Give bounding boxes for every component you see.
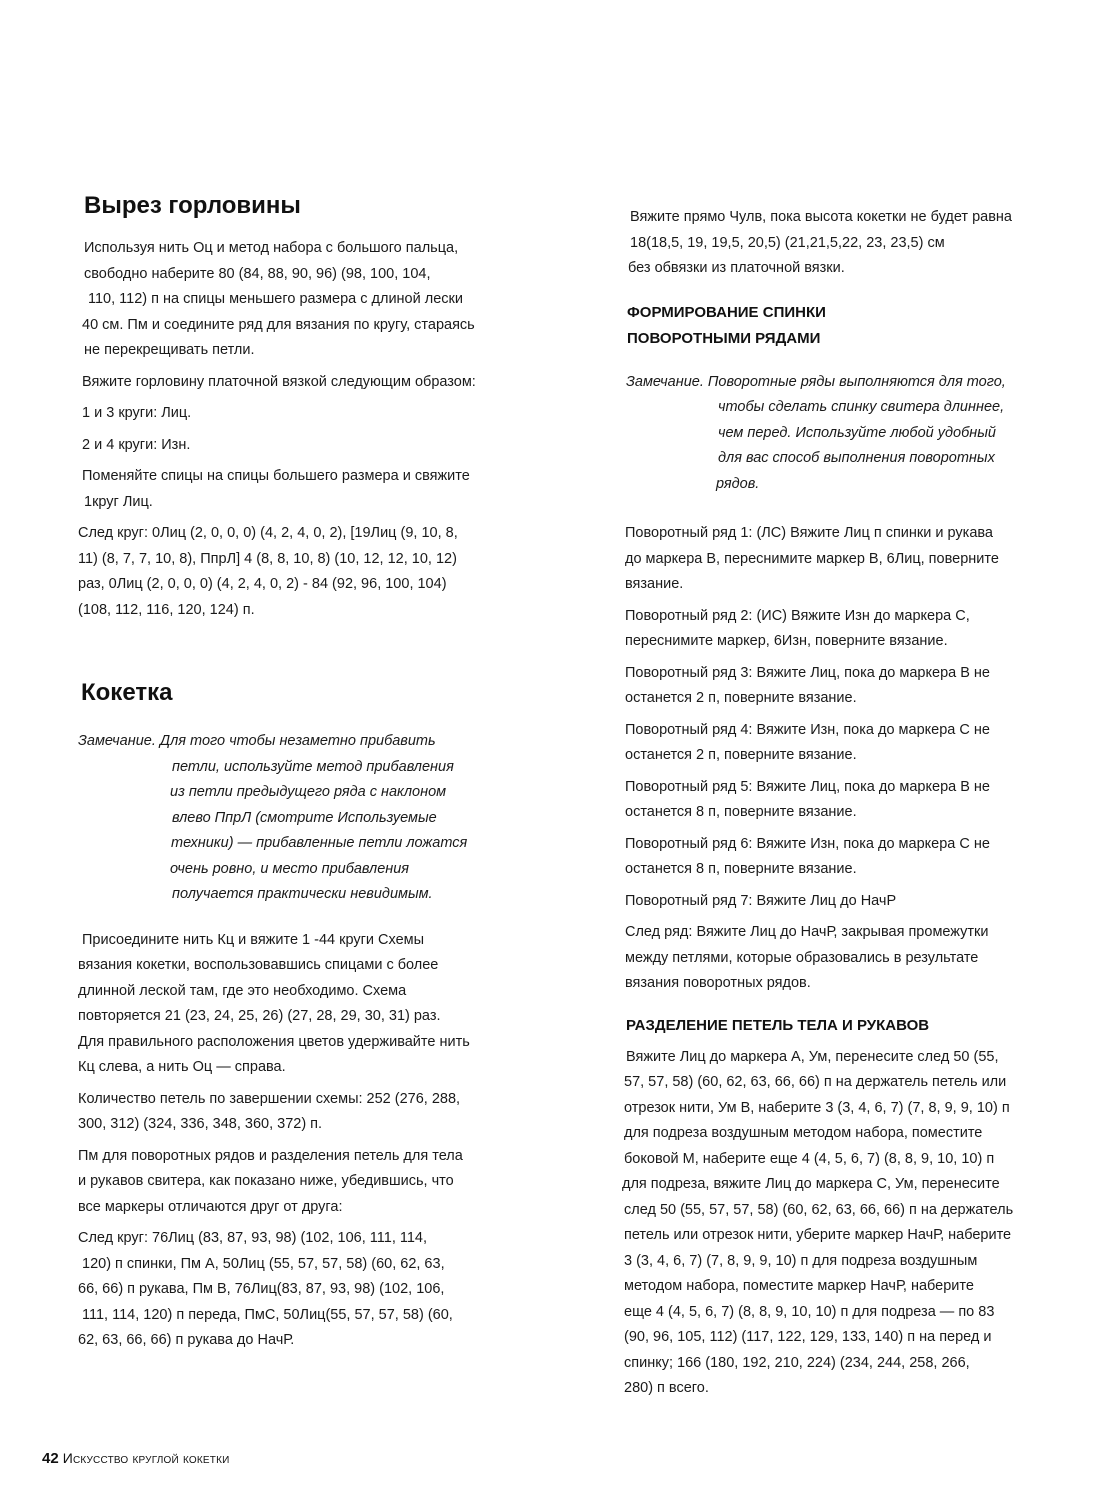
- paragraph: 2 и 4 круги: Изн.: [82, 436, 191, 453]
- paragraph: Пм для поворотных рядов и разделения петель для тела и рукавов свитера, как показано ниже, убедившись, что все маркеры отличаются друг от друга:: [78, 1147, 463, 1215]
- section-heading-neckline: Вырез горловины: [84, 192, 301, 219]
- page-number: 42: [42, 1450, 59, 1467]
- paragraph: Поворотный ряд 1: (ЛС) Вяжите Лиц п спинки и рукава до маркера В, переснимите маркер В, 6Лиц, поверните вязание.: [625, 525, 999, 592]
- paragraph: Используя нить Оц и метод набора с большого пальца, свободно наберите 80 (84, 88, 90, 96) (98, 100, 104, 110, 112) п на спицы меньшего размера с длиной лески 40 см. Пм и соедините ряд для вязания по кругу, стараясь не перекрещивать петли.: [82, 240, 475, 358]
- subheading-separating-stitches: РАЗДЕЛЕНИЕ ПЕТЕЛЬ ТЕЛА И РУКАВОВ: [626, 1016, 930, 1034]
- paragraph: Поменяйте спицы на спицы большего размера и свяжите 1круг Лиц.: [82, 468, 470, 510]
- note-block: Замечание. Для того чтобы незаметно прибавить петли, используйте метод прибавления из петли предыдущего ряда с наклоном влево ПпрЛ (смотрите Используемые техники) — прибавленные петли ложатся очень ровно, и место прибавления получается практически невидимым.: [78, 733, 468, 902]
- book-title: Искусство круглой кокетки: [62, 1450, 230, 1466]
- subheading-back-shaping: ФОРМИРОВАНИЕ СПИНКИ ПОВОРОТНЫМИ РЯДАМИ: [627, 303, 826, 347]
- paragraph: 1 и 3 круги: Лиц.: [82, 405, 192, 421]
- paragraph: Поворотный ряд 7: Вяжите Лиц до НачР: [625, 892, 897, 909]
- paragraph: Вяжите Лиц до маркера А, Ум, перенесите след 50 (55, 57, 57, 58) (60, 62, 63, 66, 66) п на держатель петель или отрезок нити, Ум В, наберите 3 (3, 4, 6, 7) (7, 8, 9, 9, 10) п для подреза воздушным методом набора, поместите боковой М, наберите еще 4 (4, 5, 6, 7) (8, 8, 9, 10, 10) п для подреза, вяжите Лиц до маркера С, Ум, перенесите след 50 (55, 57, 57, 58) (60, 62, 63, 66, 66) п на держатель петель или отрезок нити, уберите маркер НачР, наберите 3 (3, 4, 6, 7) (7, 8, 9, 9, 10) п для подреза воздушным методом набора, поместите маркер НачР, наберите еще 4 (4, 5, 6, 7) (8, 8, 9, 10, 10) п для подреза — по 83 (90, 96, 105, 112) (117, 122, 129, 133, 140) п на перед и спинку; 166 (180, 192, 210, 224) (234, 244, 258, 266, 280) п всего.: [622, 1048, 1014, 1396]
- paragraph: Вяжите горловину платочной вязкой следующим образом:: [82, 373, 476, 390]
- paragraph: След ряд: Вяжите Лиц до НачР, закрывая промежутки между петлями, которые образовались в результате вязания поворотных рядов.: [625, 924, 989, 991]
- paragraph: Поворотный ряд 4: Вяжите Изн, пока до маркера С не останется 2 п, поверните вязание.: [625, 721, 990, 763]
- right-column: [622, 205, 1062, 1402]
- paragraph: Присоедините нить Кц и вяжите 1 -44 круги Схемы вязания кокетки, воспользовавшись спицами с более длинной леской там, где это необходимо. Схема повторяется 21 (23, 24, 25, 26) (27, 28, 29, 30, 31) раз. Для правильного расположения цветов удерживайте нить Кц слева, а нить Оц — справа.: [78, 931, 470, 1075]
- paragraph: Поворотный ряд 3: Вяжите Лиц, пока до маркера В не останется 2 п, поверните вязание.: [625, 664, 990, 706]
- paragraph: След круг: 0Лиц (2, 0, 0, 0) (4, 2, 4, 0, 2), [19Лиц (9, 10, 8, 11) (8, 7, 7, 10, 8), ПпрЛ] 4 (8, 8, 10, 8) (10, 12, 12, 10, 12) раз, 0Лиц (2, 0, 0, 0) (4, 2, 4, 0, 2) - 84 (92, 96, 100, 104) (108, 112, 116, 120, 124) п.: [78, 525, 458, 618]
- left-column: [78, 190, 518, 1354]
- paragraph: Поворотный ряд 6: Вяжите Изн, пока до маркера С не останется 8 п, поверните вязание.: [625, 835, 990, 877]
- paragraph: Вяжите прямо Чулв, пока высота кокетки не будет равна 18(18,5, 19, 19,5, 20,5) (21,21,5,22, 23, 23,5) см без обвязки из платочной вязки.: [628, 209, 1012, 276]
- section-heading-yoke: Кокетка: [81, 679, 173, 706]
- paragraph: Количество петель по завершении схемы: 252 (276, 288, 300, 312) (324, 336, 348, 360, 372) п.: [78, 1090, 461, 1132]
- page-footer: [42, 1450, 230, 1467]
- paragraph: След круг: 76Лиц (83, 87, 93, 98) (102, 106, 111, 114, 120) п спинки, Пм А, 50Лиц (55, 57, 57, 58) (60, 62, 63, 66, 66) п рукава, Пм В, 76Лиц(83, 87, 93, 98) (102, 106, 111, 114, 120) п переда, ПмС, 50Лиц(55, 57, 57, 58) (60, 62, 63, 66, 66) п рукава до НачР.: [78, 1230, 453, 1348]
- paragraph: Поворотный ряд 2: (ИС) Вяжите Изн до маркера С, переснимите маркер, 6Изн, поверните вязание.: [625, 607, 970, 649]
- note-block: Замечание. Поворотные ряды выполняются для того, чтобы сделать спинку свитера длиннее, чем перед. Используйте любой удобный для вас способ выполнения поворотных рядов.: [626, 373, 1006, 492]
- paragraph: Поворотный ряд 5: Вяжите Лиц, пока до маркера В не останется 8 п, поверните вязание.: [625, 778, 990, 820]
